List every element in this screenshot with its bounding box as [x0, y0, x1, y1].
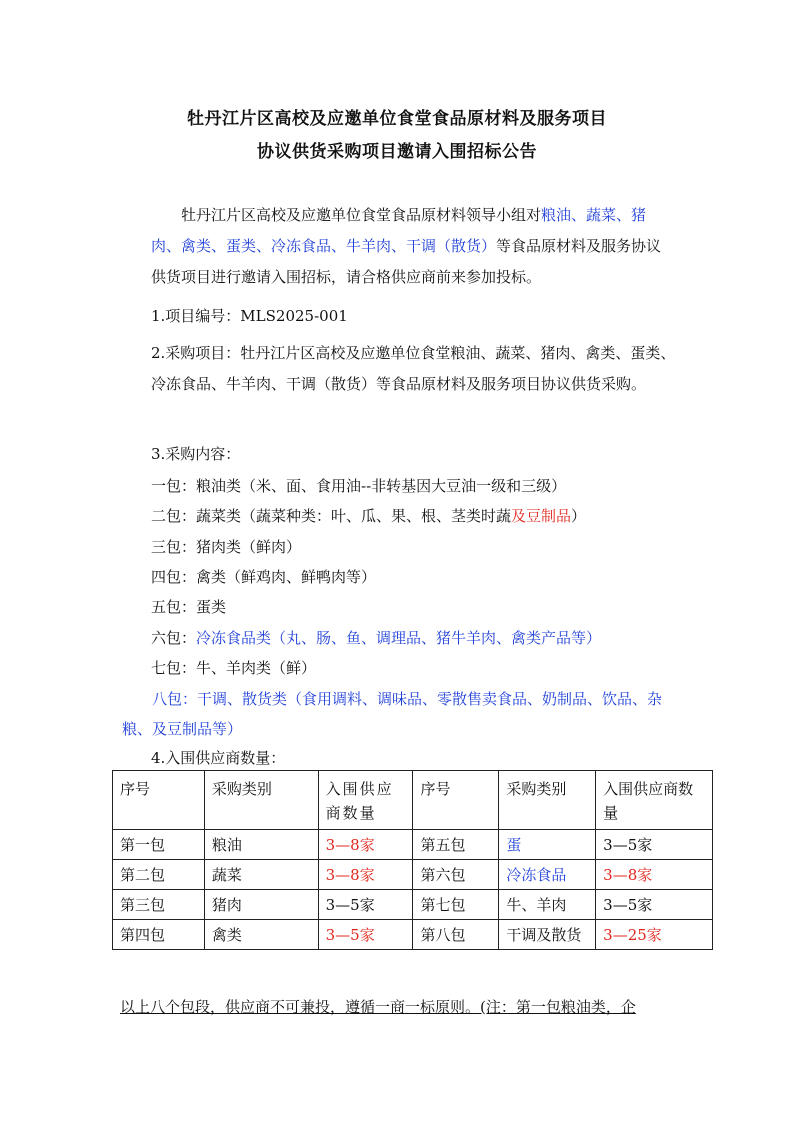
- table-cell: 3—5家: [596, 830, 713, 860]
- table-cell: 3—8家: [596, 860, 713, 890]
- table-cell: 牛、羊肉: [499, 890, 596, 920]
- package-2: [151, 506, 586, 526]
- table-cell: 禽类: [204, 920, 318, 950]
- table-cell: 第二包: [113, 860, 205, 890]
- package-5: 五包：蛋类: [151, 598, 227, 616]
- table-cell: 3—8家: [318, 830, 413, 860]
- package-1: 一包：粮油类（米、面、食用油--非转基因大豆油一级和三级）: [151, 477, 567, 495]
- intro-suffix: 等食品原材料及服务协议供货项目进行邀请入围招标，请合格供应商前来参加投标。: [151, 237, 662, 286]
- header-cell: 入围供应商数量: [596, 771, 713, 830]
- table-cell: 第五包: [413, 830, 499, 860]
- package-2-main: 二包：蔬菜类（蔬菜种类：叶、瓜、果、根、茎类时蔬: [151, 507, 512, 525]
- table-cell: 蔬菜: [204, 860, 318, 890]
- table-cell: 第七包: [413, 890, 499, 920]
- package-8: [122, 684, 678, 744]
- table-cell: 粮油: [204, 830, 318, 860]
- item-supplier-count: 4.入围供应商数量：: [151, 749, 286, 767]
- table-cell: 第一包: [113, 830, 205, 860]
- package-4: 四包：禽类（鲜鸡肉、鲜鸭肉等）: [151, 568, 377, 586]
- intro-prefix: 牡丹江片区高校及应邀单位食堂食品原材料领导小组对: [181, 206, 542, 224]
- package-2-end: ）: [571, 507, 587, 525]
- item-procurement-content: 3.采购内容：: [151, 445, 241, 463]
- supplier-count-table: [112, 770, 713, 950]
- header-cell: 入围供应商数量: [318, 771, 413, 830]
- table-cell: 干调及散货: [499, 920, 596, 950]
- doc-title-line1: 牡丹江片区高校及应邀单位食堂食品原材料及服务项目: [187, 109, 607, 129]
- table-cell: 3—25家: [596, 920, 713, 950]
- item-project-number: 1.项目编号：MLS2025-001: [151, 307, 348, 325]
- package-3: 三包：猪肉类（鲜肉）: [151, 538, 302, 556]
- table-cell: 3—8家: [318, 860, 413, 890]
- package-6-body: 冷冻食品类（丸、肠、鱼、调理品、猪牛羊肉、禽类产品等）: [196, 629, 602, 647]
- table-cell: 第四包: [113, 920, 205, 950]
- table-row: [113, 860, 713, 890]
- footer-note: 以上八个包段，供应商不可兼投，遵循一商一标原则。(注：第一包粮油类，企: [120, 998, 636, 1016]
- table-row: [113, 830, 713, 860]
- package-7: 七包：牛、羊肉类（鲜）: [151, 659, 317, 677]
- header-cell: 采购类别: [204, 771, 318, 830]
- doc-title-line2: 协议供货采购项目邀请入围招标公告: [257, 142, 537, 162]
- table-header-row: [113, 771, 713, 830]
- table-cell: 3—5家: [318, 890, 413, 920]
- item-procurement-project: 2.采购项目：牡丹江片区高校及应邀单位食堂粮油、蔬菜、猪肉、禽类、蛋类、冷冻食品、牛羊肉、干调（散货）等食品原材料及服务项目协议供货采购。: [151, 344, 676, 393]
- package-6-head: 六包：: [151, 629, 197, 647]
- table-cell: 3—5家: [596, 890, 713, 920]
- header-cell: 采购类别: [499, 771, 596, 830]
- header-cell: 序号: [413, 771, 499, 830]
- table-row: [113, 920, 713, 950]
- package-8-body: 干调、散货类（食用调料、调味品、零散售卖食品、奶制品、饮品、杂粮、及豆制品等）: [122, 690, 663, 738]
- intro-highlight: 粮油、蔬菜、猪肉、禽类、蛋类、冷冻食品、牛羊肉、干调（散货）: [151, 206, 647, 255]
- table-cell: 冷冻食品: [499, 860, 596, 890]
- table-cell: 蛋: [499, 830, 596, 860]
- table-cell: 猪肉: [204, 890, 318, 920]
- package-8-head: 八包：: [152, 690, 198, 708]
- package-2-highlight: 及豆制品: [511, 507, 572, 525]
- table-cell: 3—5家: [318, 920, 413, 950]
- table-cell: 第八包: [413, 920, 499, 950]
- table-cell: 第三包: [113, 890, 205, 920]
- header-cell: 序号: [113, 771, 205, 830]
- package-6: [151, 628, 601, 648]
- table-cell: 第六包: [413, 860, 499, 890]
- intro-paragraph: [151, 200, 676, 293]
- table-row: [113, 890, 713, 920]
